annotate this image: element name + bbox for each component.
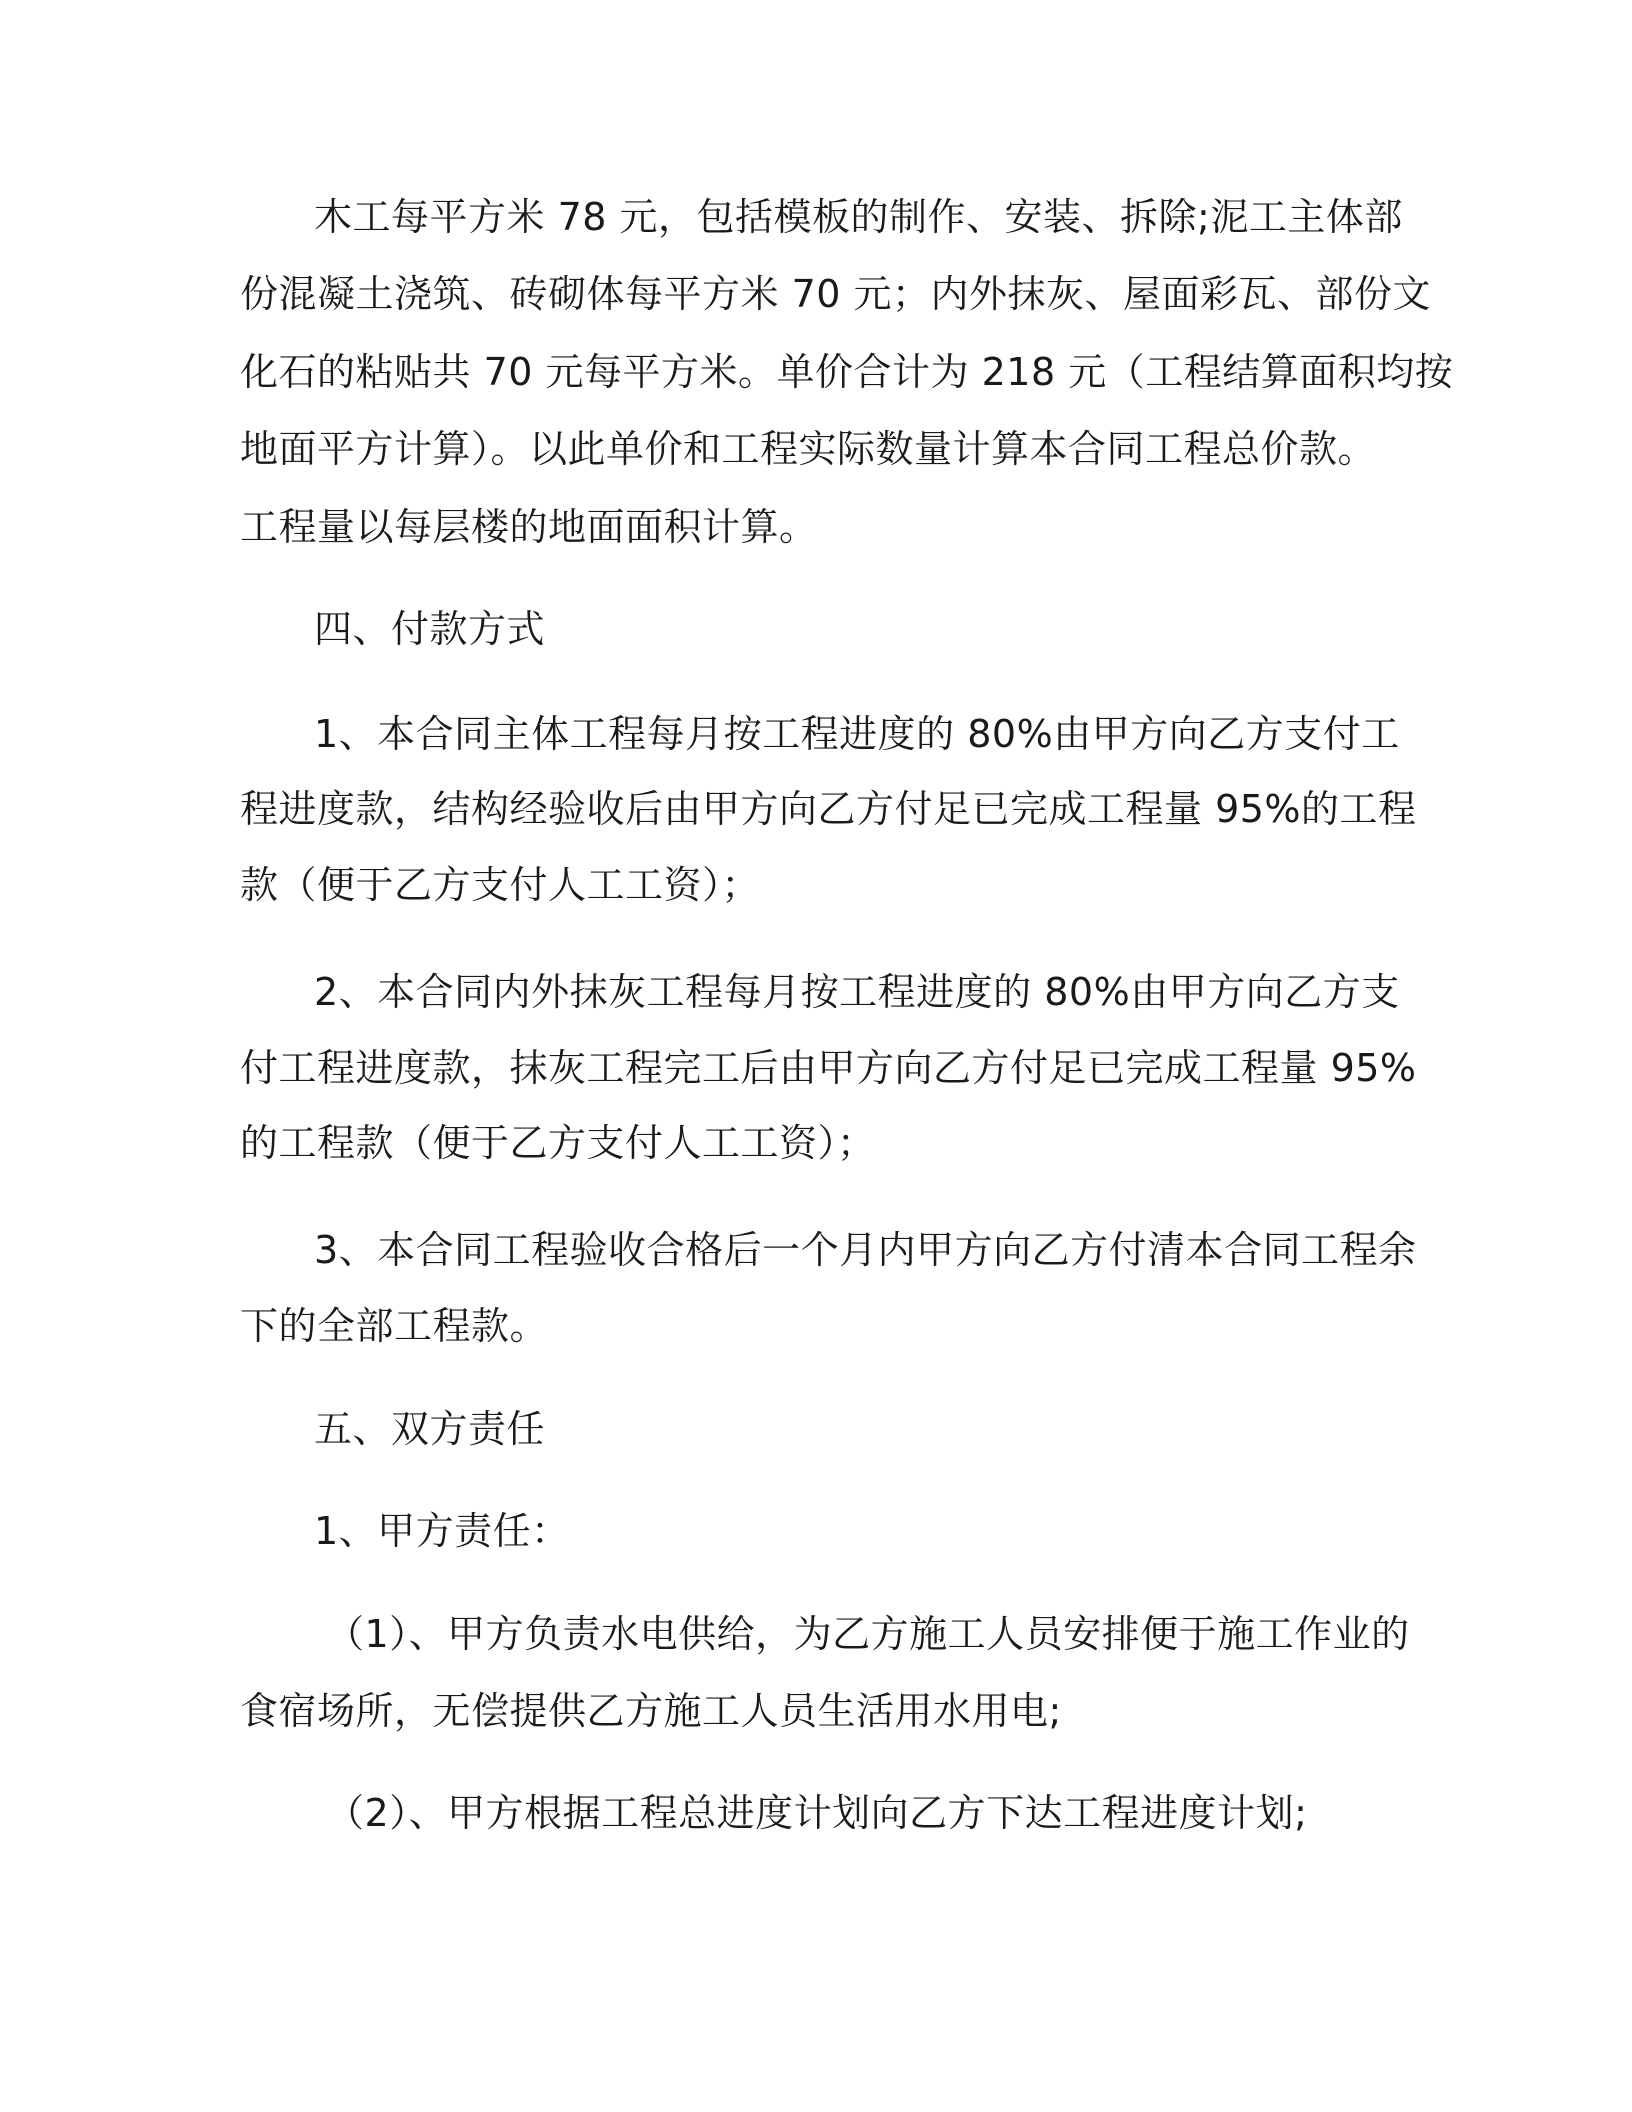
- payment-1-line-3: 款（便于乙方支付人工工资）；: [240, 863, 761, 907]
- payment-2-line-1: 2、本合同内外抹灰工程每月按工程进度的 80%由甲方向乙方支: [314, 970, 1400, 1014]
- section-4-heading: 四、付款方式: [314, 607, 546, 651]
- payment-1-line-1: 1、本合同主体工程每月按工程进度的 80%由甲方向乙方支付工: [314, 712, 1400, 756]
- payment-1-line-2: 程进度款，结构经验收后由甲方向乙方付足已完成工程量 95%的工程: [240, 787, 1417, 831]
- pricing-line-2: 份混凝土浇筑、砖砌体每平方米 70 元；内外抹灰、屋面彩瓦、部份文: [240, 272, 1432, 316]
- party-a-1-line-1: （1）、甲方负责水电供给，为乙方施工人员安排便于施工作业的: [326, 1612, 1410, 1656]
- pricing-line-3: 化石的粘贴共 70 元每平方米。单价合计为 218 元（工程结算面积均按: [240, 350, 1454, 394]
- pricing-line-5: 工程量以每层楼的地面面积计算。: [240, 505, 818, 549]
- party-a-1-line-2: 食宿场所，无偿提供乙方施工人员生活用水用电;: [240, 1689, 1062, 1733]
- payment-2-line-2: 付工程进度款，抹灰工程完工后由甲方向乙方付足已完成工程量 95%: [240, 1046, 1417, 1090]
- pricing-line-1: 木工每平方米 78 元，包括模板的制作、安装、拆除;泥工主体部: [314, 195, 1403, 239]
- payment-3-line-2: 下的全部工程款。: [240, 1304, 549, 1348]
- party-a-heading: 1、甲方责任：: [314, 1509, 570, 1553]
- payment-3-line-1: 3、本合同工程验收合格后一个月内甲方向乙方付清本合同工程余: [314, 1228, 1417, 1272]
- payment-2-line-3: 的工程款（便于乙方支付人工工资）；: [240, 1121, 876, 1165]
- party-a-2-line-1: （2）、甲方根据工程总进度计划向乙方下达工程进度计划;: [326, 1791, 1308, 1835]
- pricing-line-4: 地面平方计算）。以此单价和工程实际数量计算本合同工程总价款。: [240, 427, 1377, 471]
- section-5-heading: 五、双方责任: [314, 1407, 546, 1451]
